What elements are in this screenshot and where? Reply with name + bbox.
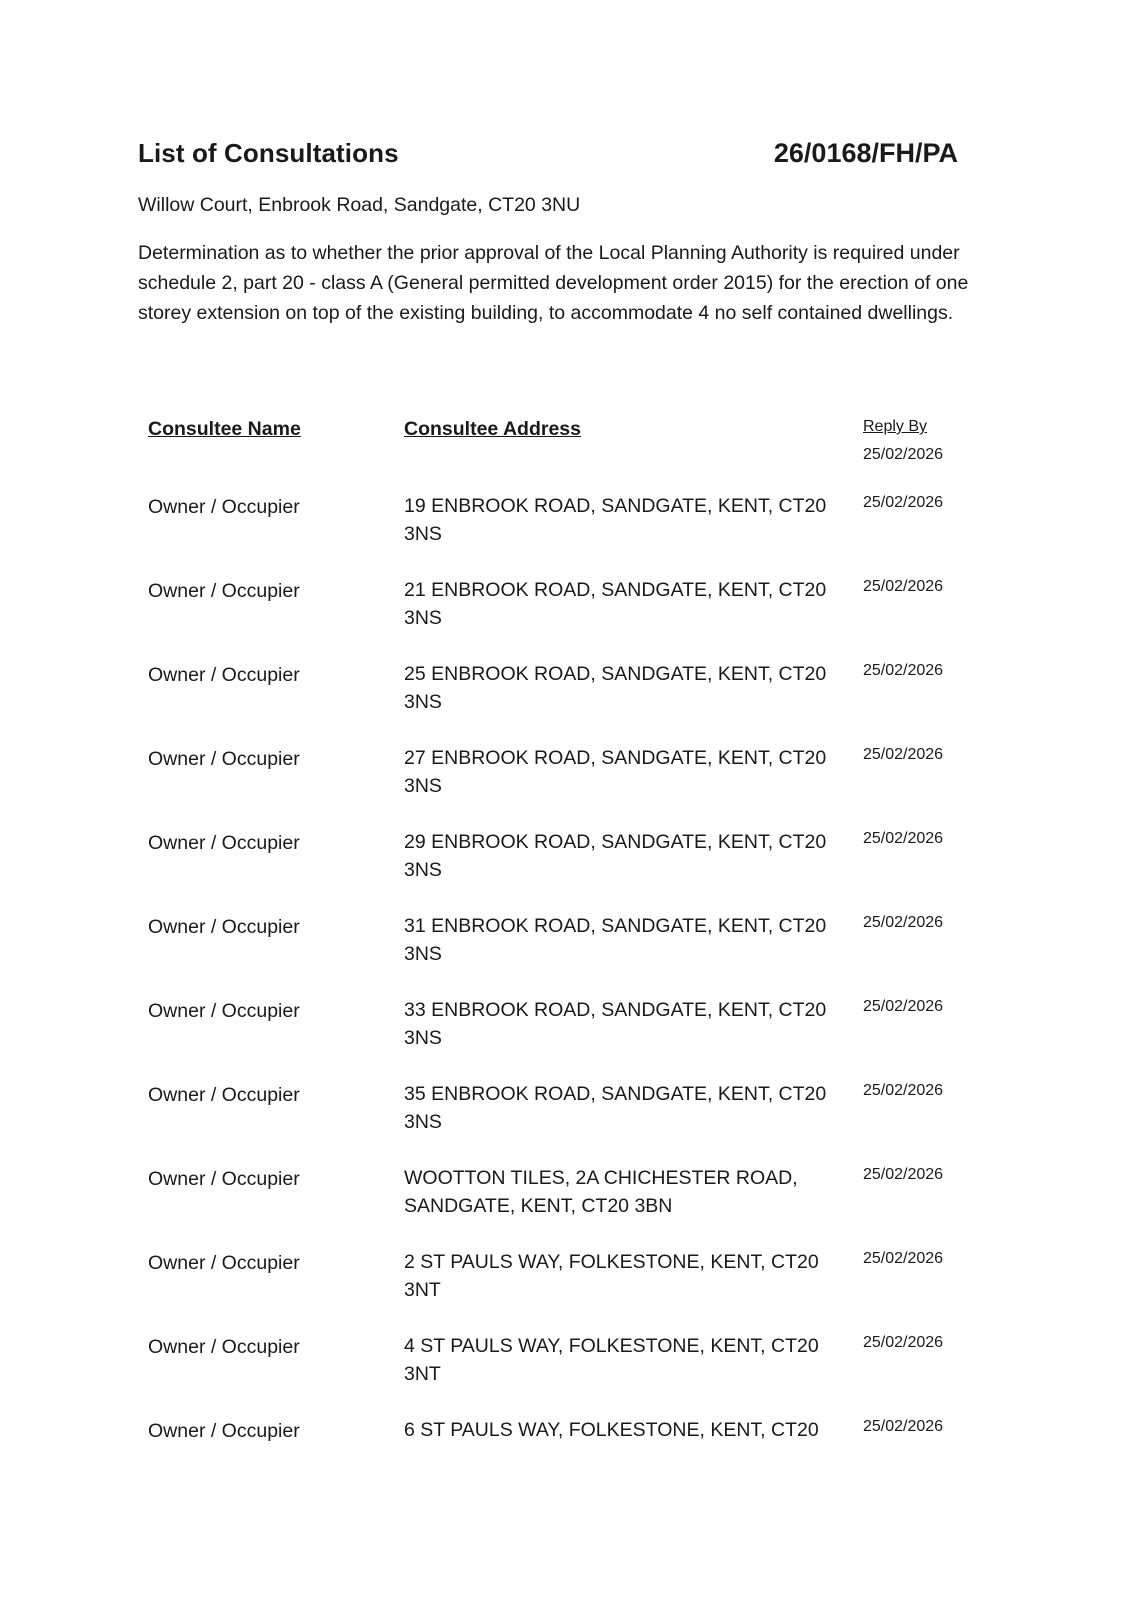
consultee-name: Owner / Occupier [148, 1420, 300, 1442]
consultee-address: 33 ENBROOK ROAD, SANDGATE, KENT, CT20 3NS [404, 999, 827, 1049]
application-reference: 26/0168/FH/PA [773, 138, 958, 168]
consultee-address: 21 ENBROOK ROAD, SANDGATE, KENT, CT20 3NS [404, 579, 827, 629]
consultee-address: 29 ENBROOK ROAD, SANDGATE, KENT, CT20 3NS [404, 831, 827, 881]
table-row [0, 1080, 1132, 1164]
table-row [0, 1164, 1132, 1248]
consultee-name: Owner / Occupier [148, 1000, 300, 1022]
consultee-name: Owner / Occupier [148, 496, 300, 518]
consultee-address: WOOTTON TILES, 2A CHICHESTER ROAD, SANDGATE, KENT, CT20 3BN [404, 1167, 798, 1217]
reply-by-date: 25/02/2026 [863, 578, 944, 595]
consultee-address: 4 ST PAULS WAY, FOLKESTONE, KENT, CT20 3NT [404, 1335, 819, 1385]
consultee-address: 27 ENBROOK ROAD, SANDGATE, KENT, CT20 3NS [404, 747, 827, 797]
consultee-name: Owner / Occupier [148, 748, 300, 770]
consultee-name: Owner / Occupier [148, 1252, 300, 1274]
reply-by-date: 25/02/2026 [863, 1418, 944, 1435]
proposal-description: Determination as to whether the prior approval of the Local Planning Authority is required under schedule 2, part 20 - class A (General permitted development order 2015) for the erection of one storey extension on top of the existing building, to accommodate 4 no self contained dwellings. [138, 242, 969, 324]
consultee-name: Owner / Occupier [148, 1084, 300, 1106]
table-row [0, 576, 1132, 660]
column-header-reply-by: Reply By [863, 418, 928, 435]
table-row [0, 1332, 1132, 1416]
consultee-name: Owner / Occupier [148, 580, 300, 602]
consultee-address: 31 ENBROOK ROAD, SANDGATE, KENT, CT20 3NS [404, 915, 827, 965]
title-row [138, 138, 958, 174]
reply-by-date: 25/02/2026 [863, 494, 944, 511]
column-header-consultee-address: Consultee Address [404, 418, 581, 440]
consultee-name: Owner / Occupier [148, 1336, 300, 1358]
site-address: Willow Court, Enbrook Road, Sandgate, CT20 3NU [138, 194, 581, 216]
table-row [0, 828, 1132, 912]
table-row [0, 912, 1132, 996]
consultee-name: Owner / Occupier [148, 832, 300, 854]
page-title: List of Consultations [138, 138, 399, 168]
consultation-table [0, 492, 1132, 1500]
table-row [0, 1416, 1132, 1500]
table-row [0, 744, 1132, 828]
table-row [0, 996, 1132, 1080]
reply-by-date: 25/02/2026 [863, 662, 944, 679]
reply-by-date: 25/02/2026 [863, 1250, 944, 1267]
reply-by-date: 25/02/2026 [863, 998, 944, 1015]
consultee-address: 19 ENBROOK ROAD, SANDGATE, KENT, CT20 3NS [404, 495, 827, 545]
reply-by-date: 25/02/2026 [863, 1082, 944, 1099]
consultee-name: Owner / Occupier [148, 1168, 300, 1190]
table-row [0, 1248, 1132, 1332]
column-header-consultee-name: Consultee Name [148, 418, 301, 440]
table-row [0, 660, 1132, 744]
consultee-address: 6 ST PAULS WAY, FOLKESTONE, KENT, CT20 [404, 1419, 819, 1441]
table-row [0, 492, 1132, 576]
consultee-address: 35 ENBROOK ROAD, SANDGATE, KENT, CT20 3NS [404, 1083, 827, 1133]
reply-by-date: 25/02/2026 [863, 1334, 944, 1351]
consultee-address: 2 ST PAULS WAY, FOLKESTONE, KENT, CT20 3NT [404, 1251, 819, 1301]
reply-by-date: 25/02/2026 [863, 914, 944, 931]
reply-by-date: 25/02/2026 [863, 830, 944, 847]
consultee-address: 25 ENBROOK ROAD, SANDGATE, KENT, CT20 3NS [404, 663, 827, 713]
reply-by-date: 25/02/2026 [863, 1166, 944, 1183]
column-header-reply-date: 25/02/2026 [863, 446, 944, 463]
consultee-name: Owner / Occupier [148, 664, 300, 686]
reply-by-date: 25/02/2026 [863, 746, 944, 763]
consultee-name: Owner / Occupier [148, 916, 300, 938]
